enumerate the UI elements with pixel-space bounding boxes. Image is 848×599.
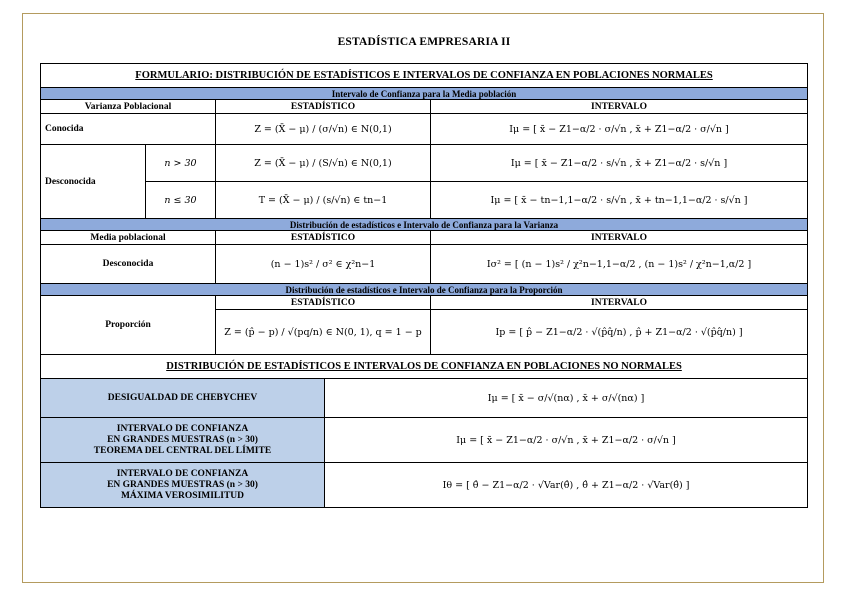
statistic-known-variance: Z = (X̄ − μ) / (σ/√n) ∈ N(0,1) bbox=[216, 114, 431, 145]
label-unknown-variance: Desconocida bbox=[41, 145, 146, 219]
condition-large-sample: n > 30 bbox=[146, 145, 216, 182]
label-central-limit-line-1: INTERVALO DE CONFIANZA bbox=[116, 423, 249, 434]
label-proportion: Proporción bbox=[41, 296, 216, 355]
header-variance-population: Varianza Poblacional bbox=[41, 100, 216, 114]
label-max-likelihood-line-1: INTERVALO DE CONFIANZA bbox=[116, 468, 249, 479]
statistic-large-sample: Z = (X̄ − μ) / (S/√n) ∈ N(0,1) bbox=[216, 145, 431, 182]
header-population-mean: Media poblacional bbox=[41, 231, 216, 245]
interval-large-sample: Iμ = [ x̄ − Z1−α/2 · s/√n , x̄ + Z1−α/2 · s/√n ] bbox=[431, 145, 808, 182]
section-title-normal: FORMULARIO: DISTRIBUCIÓN DE ESTADÍSTICOS E INTERVALOS DE CONFIANZA EN POBLACIONES NORMALES bbox=[41, 64, 808, 88]
condition-small-sample: n ≤ 30 bbox=[146, 182, 216, 219]
label-known-variance: Conocida bbox=[41, 114, 216, 145]
section-title-non-normal: DISTRIBUCIÓN DE ESTADÍSTICOS E INTERVALOS DE CONFIANZA EN POBLACIONES NO NORMALES bbox=[41, 355, 808, 379]
document-title: ESTADÍSTICA EMPRESARIA II bbox=[337, 36, 511, 48]
header-interval-proportion: INTERVALO bbox=[431, 296, 808, 310]
statistic-variance: (n − 1)s² / σ² ∈ χ²n−1 bbox=[216, 245, 431, 284]
label-max-likelihood bbox=[41, 463, 325, 508]
statistic-small-sample: T = (X̄ − μ) / (s/√n) ∈ tn−1 bbox=[216, 182, 431, 219]
label-central-limit bbox=[41, 418, 325, 463]
interval-variance: Iσ² = [ (n − 1)s² / χ²n−1,1−α/2 , (n − 1)s² / χ²n−1,α/2 ] bbox=[431, 245, 808, 284]
interval-proportion: Ip = [ p̂ − Z1−α/2 · √(p̂q̂/n) , p̂ + Z1−α/2 · √(p̂q̂/n) ] bbox=[431, 310, 808, 355]
header-interval: INTERVALO bbox=[431, 100, 808, 114]
label-chebychev-line: DESIGUALDAD DE CHEBYCHEV bbox=[107, 392, 258, 403]
header-statistic-proportion: ESTADÍSTICO bbox=[216, 296, 431, 310]
label-central-limit-line-2: EN GRANDES MUESTRAS (n > 30) bbox=[107, 434, 258, 445]
band-proportion: Distribución de estadísticos e Intervalo de Confianza para la Proporción bbox=[41, 284, 808, 296]
label-central-limit-line-3: TEOREMA DEL CENTRAL DEL LÍMITE bbox=[93, 445, 272, 456]
band-variance: Distribución de estadísticos e Intervalo de Confianza para la Varianza bbox=[41, 219, 808, 231]
label-unknown-mean: Desconocida bbox=[41, 245, 216, 284]
band-mean: Intervalo de Confianza para la Media población bbox=[41, 88, 808, 100]
interval-known-variance: Iμ = [ x̄ − Z1−α/2 · σ/√n , x̄ + Z1−α/2 · σ/√n ] bbox=[431, 114, 808, 145]
header-interval-variance: INTERVALO bbox=[431, 231, 808, 245]
header-statistic: ESTADÍSTICO bbox=[216, 100, 431, 114]
label-chebychev bbox=[41, 379, 325, 418]
interval-small-sample: Iμ = [ x̄ − tn−1,1−α/2 · s/√n , x̄ + tn−1,1−α/2 · s/√n ] bbox=[431, 182, 808, 219]
formula-central-limit: Iμ = [ x̄ − Z1−α/2 · σ/√n , x̄ + Z1−α/2 · σ/√n ] bbox=[325, 418, 808, 463]
label-max-likelihood-line-2: EN GRANDES MUESTRAS (n > 30) bbox=[107, 479, 258, 490]
header-statistic-variance: ESTADÍSTICO bbox=[216, 231, 431, 245]
formula-chebychev: Iμ = [ x̄ − σ/√(nα) , x̄ + σ/√(nα) ] bbox=[325, 379, 808, 418]
formula-table bbox=[40, 63, 808, 508]
formula-max-likelihood: Iθ = [ θ̂ − Z1−α/2 · √Var(θ̂) , θ̂ + Z1−α/2 · √Var(θ̂) ] bbox=[325, 463, 808, 508]
label-max-likelihood-line-3: MÁXIMA VEROSIMILITUD bbox=[120, 490, 245, 501]
statistic-proportion: Z = (p̂ − p) / √(pq/n) ∈ N(0, 1), q = 1 − p bbox=[216, 310, 431, 355]
